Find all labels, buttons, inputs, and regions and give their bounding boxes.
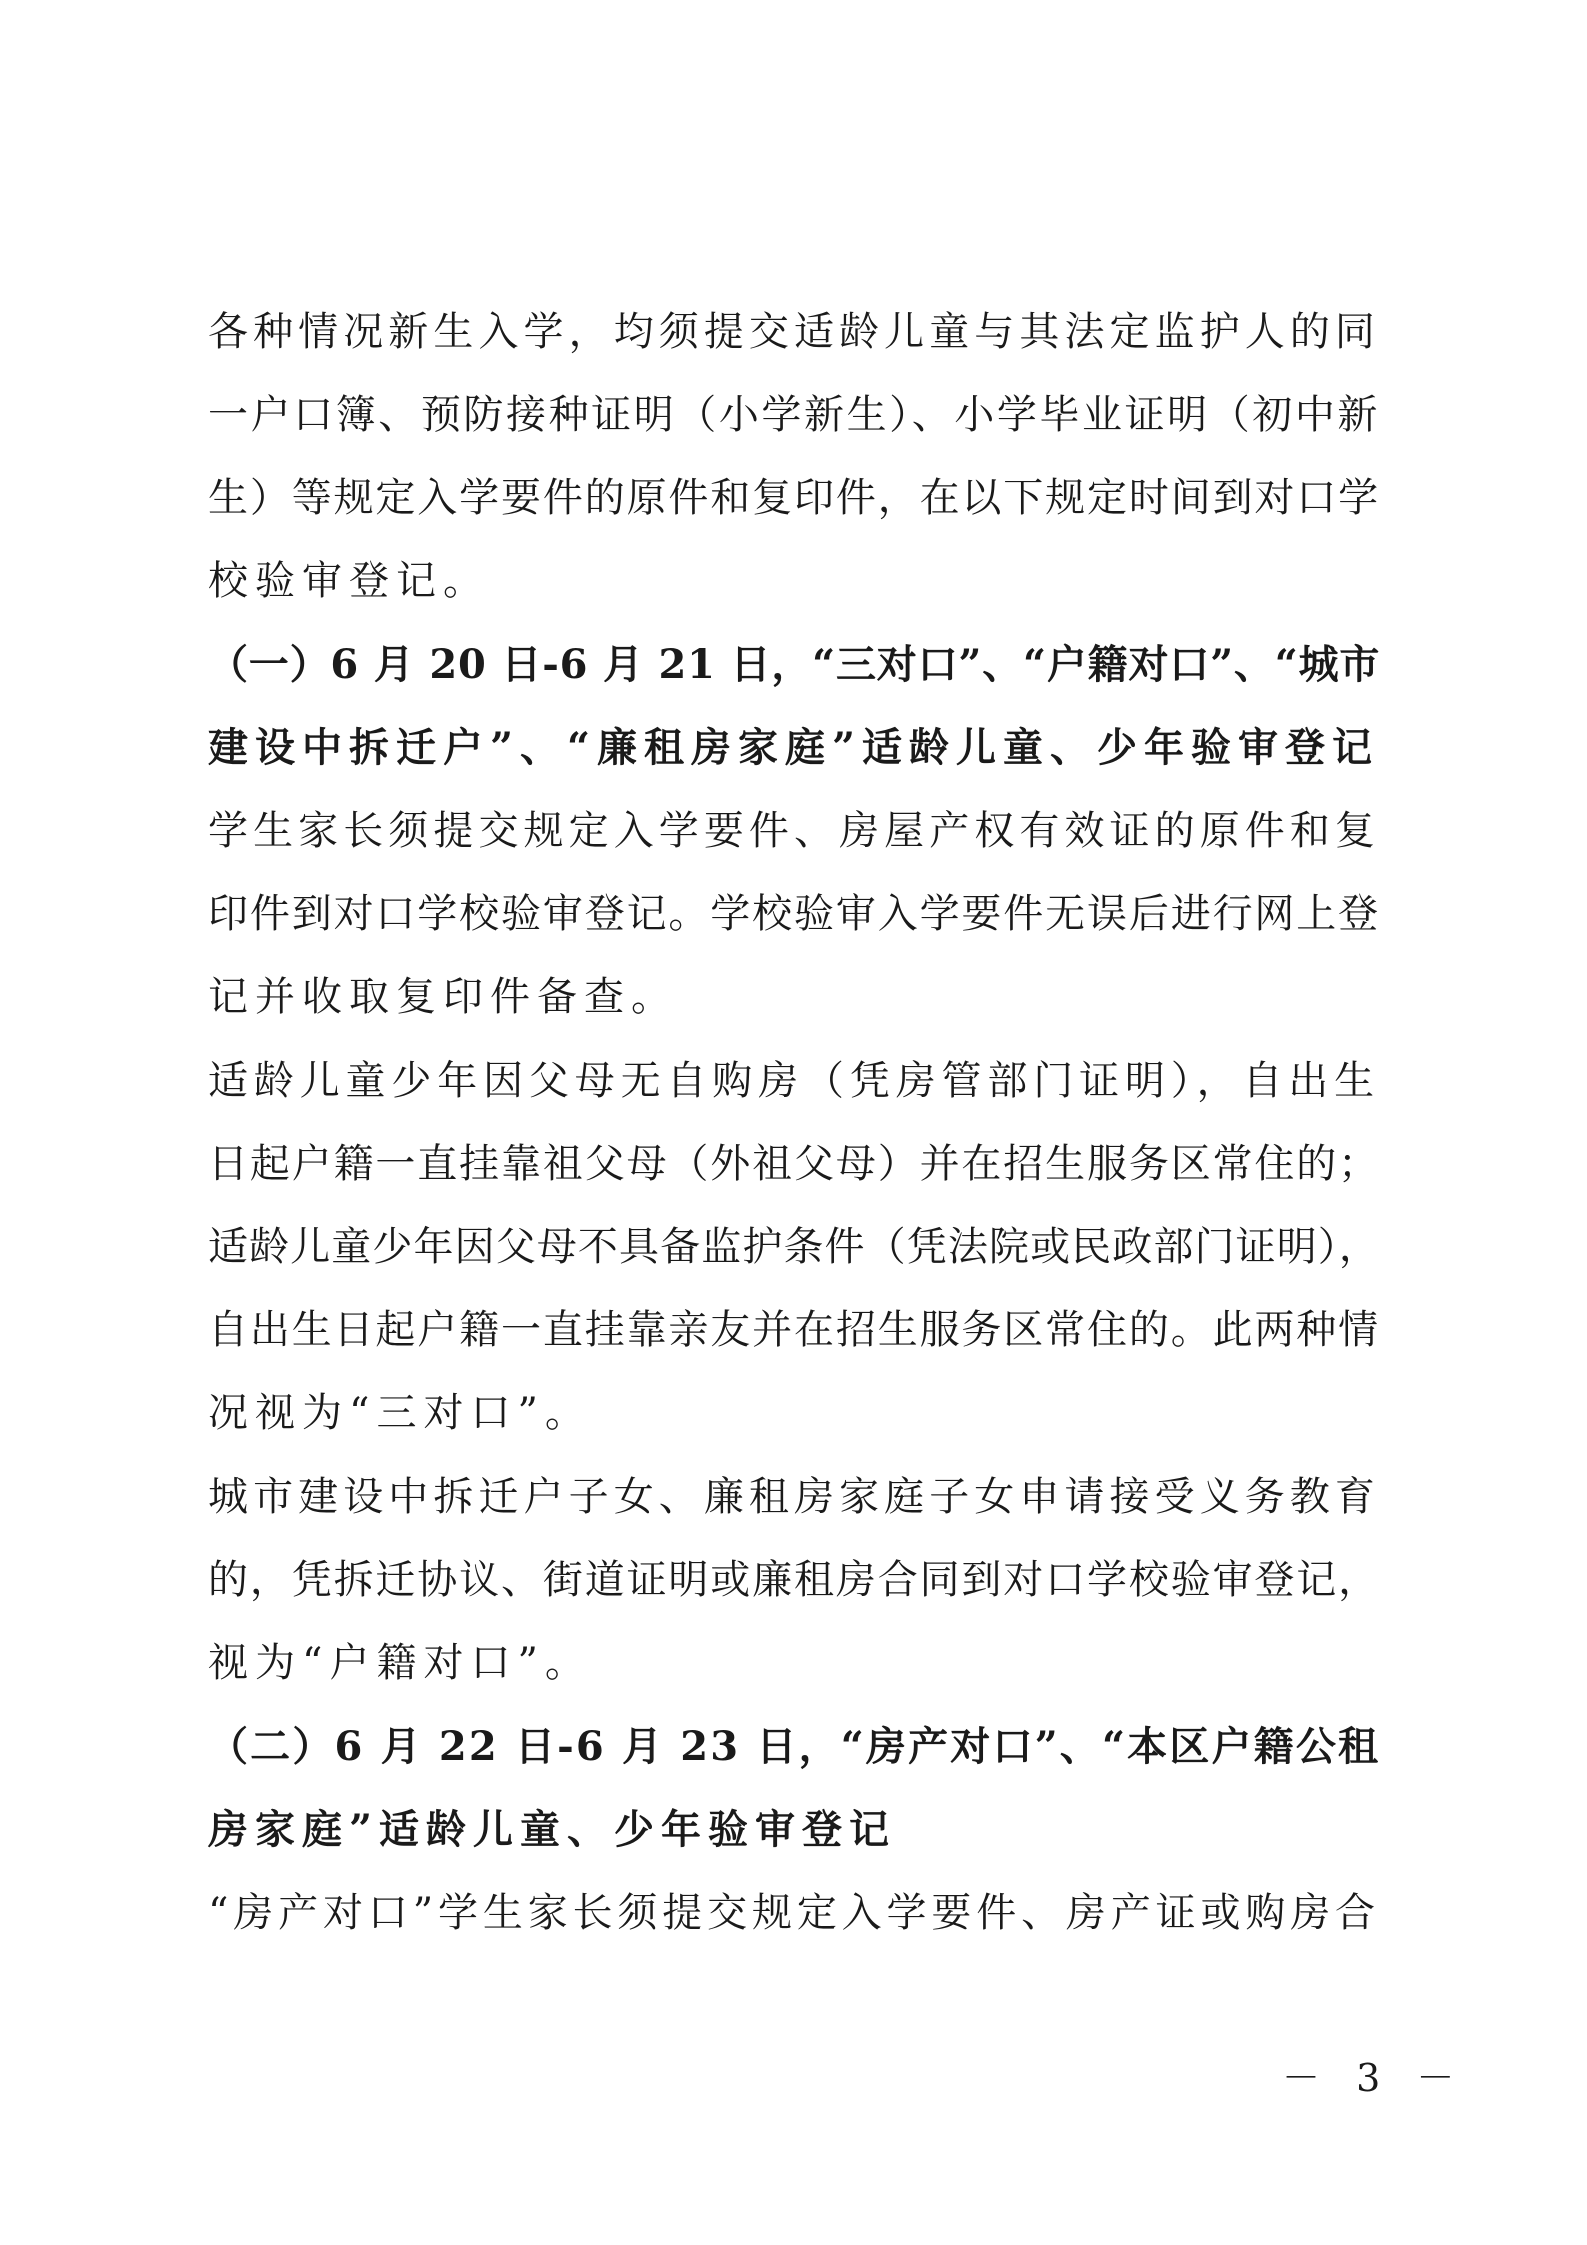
paragraph-line: 学生家长须提交规定入学要件、房屋产权有效证的原件和复 [208, 808, 1380, 854]
paragraph-line: 一户口簿、预防接种证明（小学新生）、小学毕业证明（初中新 [208, 392, 1380, 438]
heading-line: （一）6 月 20 日-6 月 21 日，“三对口”、“户籍对口”、“城市 [208, 641, 1381, 688]
paragraph-line: 况视为“三对口”。 [208, 1390, 592, 1436]
paragraph-line: 视为“户籍对口”。 [208, 1640, 592, 1686]
paragraph-line: 适龄儿童少年因父母不具备监护条件（凭法院或民政部门证明）， [208, 1224, 1380, 1270]
paragraph-line: 适龄儿童少年因父母无自购房（凭房管部门证明），自出生 [208, 1058, 1380, 1104]
heading-line: 建设中拆迁户”、“廉租房家庭”适龄儿童、少年验审登记 [208, 724, 1380, 771]
heading-line: （二）6 月 22 日-6 月 23 日，“房产对口”、“本区户籍公租 [208, 1723, 1381, 1770]
heading-line: 房家庭”适龄儿童、少年验审登记 [208, 1806, 897, 1853]
page-number: － 3 － [1282, 2056, 1467, 2100]
paragraph-line: 各种情况新生入学，均须提交适龄儿童与其法定监护人的同 [208, 309, 1380, 355]
paragraph-line: 记并收取复印件备查。 [208, 974, 678, 1020]
paragraph-line: 校验审登记。 [208, 558, 490, 604]
paragraph-line: “房产对口”学生家长须提交规定入学要件、房产证或购房合 [208, 1890, 1380, 1936]
paragraph-line: 城市建设中拆迁户子女、廉租房家庭子女申请接受义务教育 [208, 1474, 1380, 1520]
paragraph-line: 日起户籍一直挂靠祖父母（外祖父母）并在招生服务区常住的； [208, 1141, 1380, 1187]
paragraph-line: 自出生日起户籍一直挂靠亲友并在招生服务区常住的。此两种情 [208, 1307, 1380, 1353]
paragraph-line: 印件到对口学校验审登记。学校验审入学要件无误后进行网上登 [208, 891, 1380, 937]
paragraph-line: 的，凭拆迁协议、街道证明或廉租房合同到对口学校验审登记， [208, 1557, 1380, 1603]
paragraph-line: 生）等规定入学要件的原件和复印件，在以下规定时间到对口学 [208, 475, 1380, 521]
